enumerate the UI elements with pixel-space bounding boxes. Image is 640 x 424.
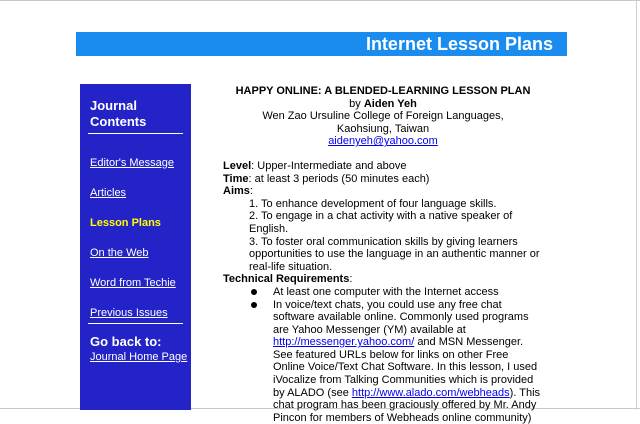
- journal-home-link[interactable]: Journal Home Page: [90, 351, 187, 363]
- aims-row: Aims:: [223, 185, 543, 198]
- level-row: [223, 160, 543, 173]
- sidebar-item-lesson-plans[interactable]: Lesson Plans: [90, 217, 161, 229]
- bullet-icon: [251, 302, 257, 308]
- bullet-icon: [251, 289, 257, 295]
- yahoo-messenger-link[interactable]: http://messenger.yahoo.com/: [273, 336, 414, 348]
- author-name: Aiden Yeh: [364, 98, 417, 110]
- sidebar-item-articles[interactable]: Articles: [90, 187, 126, 199]
- sidebar-divider: [88, 323, 183, 324]
- time-row: [223, 173, 543, 186]
- byline: [223, 98, 543, 111]
- level-value: : Upper-Intermediate and above: [251, 160, 406, 172]
- sidebar: [80, 84, 191, 410]
- sidebar-item-word-from-techie[interactable]: Word from Techie: [90, 277, 176, 289]
- header-banner: [76, 32, 567, 56]
- aim-item: 3. To foster oral communication skills by giving learners opportunities to use the language in an authentic manner or real-life situation.: [223, 236, 543, 274]
- level-label: Level: [223, 160, 251, 172]
- affiliation-location: Kaohsiung, Taiwan: [223, 123, 543, 136]
- sidebar-heading: Journal Contents: [90, 98, 185, 130]
- aims-label: Aims: [223, 185, 250, 197]
- sidebar-divider: [88, 133, 183, 134]
- affiliation-line: Wen Zao Ursuline College of Foreign Languages,: [223, 110, 543, 123]
- aim-item: 1. To enhance development of four language skills.: [223, 198, 543, 211]
- aim-item: 2. To engage in a chat activity with a native speaker of English.: [223, 210, 543, 235]
- time-label: Time: [223, 173, 248, 185]
- tech-item-text: At least one computer with the Internet access: [273, 286, 499, 298]
- time-value: : at least 3 periods (50 minutes each): [248, 173, 429, 185]
- top-border: [0, 0, 640, 1]
- tech-item-text: In voice/text chats, you could use any free chat software available online. Commonly used programs are Yahoo Messenger (YM) available at: [273, 299, 529, 336]
- sidebar-item-editors-message[interactable]: Editor's Message: [90, 157, 174, 169]
- tech-item-text: ). This chat program has been graciously offered by Mr. Andy Pincon for members of Webheads online community): [273, 387, 540, 424]
- sidebar-item-on-the-web[interactable]: On the Web: [90, 247, 149, 259]
- alado-link[interactable]: http://www.alado.com/webheads: [352, 387, 510, 399]
- go-back-heading: Go back to:: [90, 334, 162, 349]
- tech-requirements-label: Technical Requirements: [223, 273, 349, 285]
- banner-title: Internet Lesson Plans: [366, 33, 553, 55]
- author-email-link[interactable]: aidenyeh@yahoo.com: [328, 135, 438, 147]
- article-content: [223, 84, 543, 424]
- sidebar-item-previous-issues[interactable]: Previous Issues: [90, 307, 168, 319]
- tech-requirements-row: Technical Requirements:: [223, 273, 543, 286]
- list-item: [223, 299, 543, 424]
- right-border: [636, 0, 637, 410]
- byline-prefix: by: [349, 98, 361, 110]
- list-item: [223, 286, 543, 299]
- tech-item-text: and MSN Messenger. See featured URLs below for links on other Free Online Voice/Text Chat Software. In this lesson, I used iVocalize from Talking Communities which is provided by ALADO (see: [273, 336, 537, 398]
- article-title: HAPPY ONLINE: A BLENDED-LEARNING LESSON PLAN: [223, 85, 543, 98]
